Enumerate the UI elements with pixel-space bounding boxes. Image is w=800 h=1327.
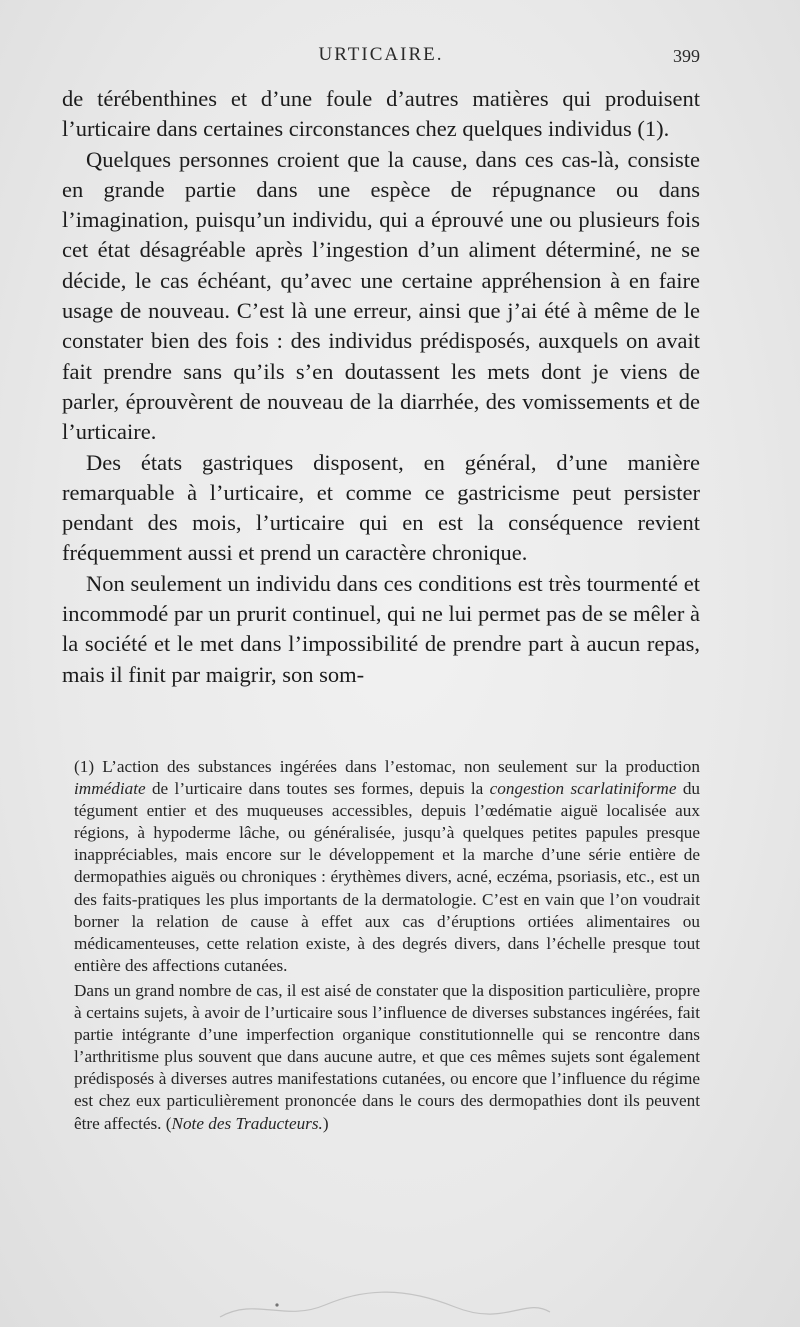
footnote-text: Dans un grand nombre de cas, il est aisé de constater que la disposition particulière, propre à certains sujets, à avoir de l’urticaire sous l’influence de diverses substances ingérées, fait partie intégrante d’une imperfection organique constitutionnelle qui se rencontre dans l’arthritisme plus souvent que dans aucune autre, et que ces mêmes sujets sont également prédisposés à diverses autres manifestations cutanées, ou encore que l’influence du régime est chez eux particulièrement prononcée dans le cours des dermopathies dont ils peuvent être affectés. ( — [74, 980, 700, 1133]
footnote-paragraph — [74, 980, 700, 1135]
main-text — [62, 84, 700, 690]
footnote-text: (1) L’action des substances ingérées dans l’estomac, non seulement sur la production — [74, 757, 700, 776]
page-header — [62, 44, 700, 74]
paragraph: Quelques personnes croient que la cause, dans ces cas-là, consiste en grande partie dans une espèce de répugnance ou dans l’imagination, puisqu’un individu, qui a éprouvé une ou plusieurs fois cet état désagréable après l’ingestion d’un aliment déterminé, ne se décide, le cas échéant, qu’avec une certaine appréhension à en faire usage de nouveau. C’est là une erreur, ainsi que j’ai été à même de le constater bien des fois : des individus prédisposés, auxquels on avait fait prendre sans qu’ils s’en doutassent les mets dont je viens de parler, éprouvèrent de nouveau de la diarrhée, des vomissements et de l’urticaire. — [62, 146, 700, 445]
paragraph-continuation: de térébenthines et d’une foule d’autres matières qui produisent l’urticaire dans certaines circonstances chez quelques individus (1). — [62, 86, 700, 142]
paragraph: Non seulement un individu dans ces conditions est très tourmenté et incommodé par un prurit continuel, qui ne lui permet pas de se mêler à la société et le met dans l’impossibilité de prendre part à aucun repas, mais il finit par maigrir, son som- — [62, 570, 700, 687]
footnote-italic-text: immédiate — [74, 779, 146, 799]
footnote-text: du tégument entier et des muqueuses accessibles, depuis l’œdématie aiguë localisée aux régions, à hypoderme lâche, ou généralisée, jusqu’à quelques petites papules presque inappréciables, mais encore sur le développement et la marche d’une série entière de dermopathies aiguës ou chroniques : érythèmes divers, acné, eczéma, psoriasis, etc., est un des faits-pratiques les plus importants de la dermatologie. C’est en vain que l’on voudrait borner la relation de cause à effet aux cas d’éruptions ortiées alimentaires ou médicamenteuses, cette relation existe, à des degrés divers, dans l’échelle presque tout entière des affections cutanées. — [74, 779, 701, 975]
page-number: 399 — [673, 46, 700, 66]
paper-stain — [215, 1277, 555, 1327]
footnote-italic-text: congestion scarlatiniforme — [489, 779, 677, 799]
footnote-italic-text: Note des Traducteurs. — [171, 1113, 323, 1133]
footnote-text: ) — [322, 1113, 329, 1133]
footnote-text: de l’urticaire dans toutes ses formes, depuis la — [145, 779, 490, 799]
footnote-paragraph — [74, 756, 700, 977]
running-title: URTICAIRE. — [318, 44, 444, 65]
footnote-block — [74, 756, 700, 1135]
paragraph: Des états gastriques disposent, en général, d’une manière remarquable à l’urticaire, et comme ce gastricisme peut persister pendant des mois, l’urticaire qui en est la conséquence revient fréquemment aussi et prend un caractère chronique. — [62, 449, 700, 566]
